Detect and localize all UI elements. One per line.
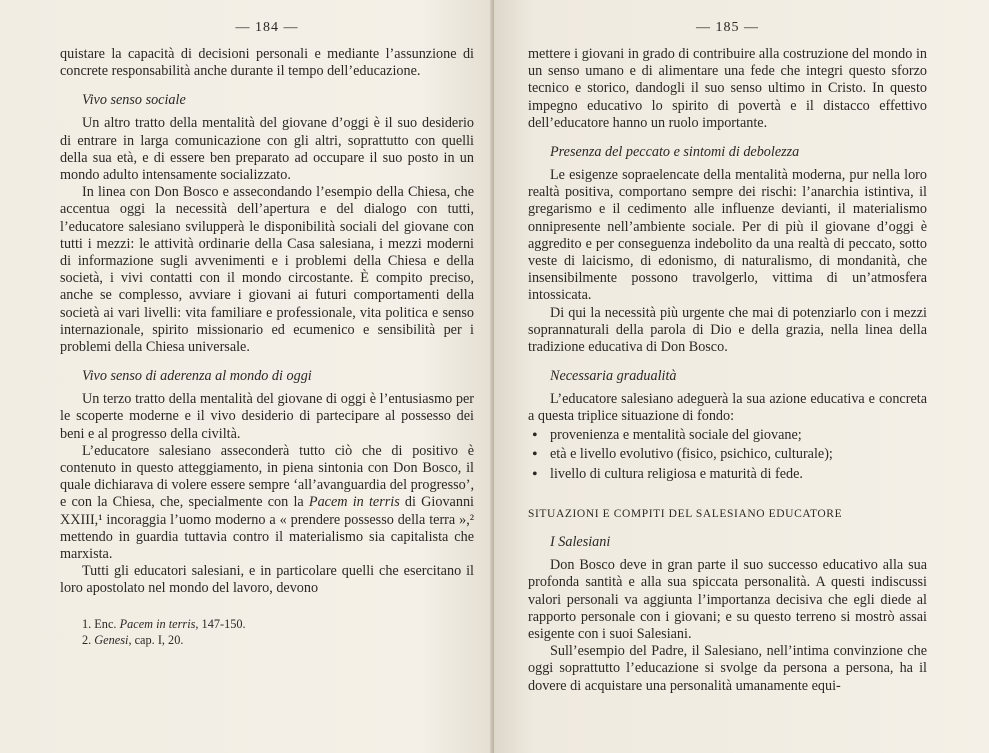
- chapter-heading: SITUAZIONI E COMPITI DEL SALESIANO EDUCATORE: [528, 508, 843, 521]
- page-number: — 185 —: [696, 20, 759, 35]
- footnote-text: , cap. I, 20.: [128, 632, 184, 647]
- paragraph: Un altro tratto della mentalità del giovane d’oggi è il suo desiderio di entrare in larga comunicazione con gli altri, soprattutto con quelli della sua età, e di essere ben preparato ad occupare il suo posto in un mondo adulto intensamente socializzato.: [60, 115, 474, 184]
- paragraph: Un terzo tratto della mentalità del giovane di oggi è l’entusiasmo per le scoperte moderne e il vivo desiderio di partecipare al possesso dei beni e al progresso della civiltà.: [60, 391, 474, 442]
- right-page: [494, 0, 989, 753]
- work-title: Pacem in terris: [308, 494, 400, 511]
- footnote-text: 1. Enc.: [82, 616, 120, 631]
- footnotes: [60, 616, 474, 648]
- section-heading: Presenza del peccato e sintomi di debolezza: [550, 144, 800, 161]
- paragraph: L’educatore salesiano adeguerà la sua azione educativa e concreta a questa triplice situazione di fondo:: [528, 391, 927, 425]
- section-heading: Vivo senso di aderenza al mondo di oggi: [82, 368, 312, 385]
- bullet-list: [528, 426, 927, 485]
- paragraph: In linea con Don Bosco e assecondando l’esempio della Chiesa, che accentua oggi la necessità dell’apertura e del dialogo con tutti, l’educatore salesiano svilupperà le disponibilità sociali del giovane con tutti i mezzi: le attività ordinarie della Casa salesiana, i mezzi moderni di informazione sugli avvenimenti e i problemi della Chiesa e della società, i vivi contatti con il mondo circostante. È compito preciso, anche se complesso, avviare i giovani ai futuri comportamenti della società ai vari livelli: vita familiare e professionale, vita politica e senso internazionale, spirito missionario ed ecumenico e sensibilità per i problemi della Chiesa universale.: [60, 184, 474, 356]
- footnote-title: Genesi: [94, 632, 129, 647]
- paragraph-text: L’educatore salesiano asseconderà tutto ciò che di positivo è contenuto in questo atteggiamento, in piena sintonia con Don Bosco, il quale dichiarava di volere essere sempre ‘all’avanguardia del progresso’, e con la Chiesa, che, specialmente con la: [60, 442, 475, 511]
- paragraph: Le esigenze sopraelencate della mentalità moderna, pur nella loro realtà positiva, comportano sempre dei rischi: l’anarchia istintiva, il gregarismo e il cedimento alle influenze devianti, il materialismo onnipresente nell’ambiente sociale. Per di più il giovane d’oggi è aggredito e per conseguenza indebolito da una realtà di peccato, sotto veste di laicismo, di edonismo, di naturalismo, di mondanità, che insensibilmente possono travolgerlo, vittima di un’atmosfera intossicata.: [528, 167, 927, 304]
- section-heading: Vivo senso sociale: [82, 92, 186, 109]
- section-heading: Necessaria gradualità: [550, 368, 677, 385]
- footnote: [82, 632, 474, 648]
- footnote-text: , 147-150.: [195, 616, 246, 631]
- page-number: — 184 —: [235, 20, 299, 35]
- section-heading: I Salesiani: [550, 534, 611, 551]
- paragraph: Tutti gli educatori salesiani, e in particolare quelli che esercitano il loro apostolato nel mondo del lavoro, devono: [60, 563, 474, 597]
- paragraph: mettere i giovani in grado di contribuire alla costruzione del mondo in un senso umano e di alimentare una fede che integri questo sforzo tecnico e storico, dandogli il suo senso ultimo in Cristo. In questo impegno educativo lo spirito di povertà e il distacco effettivo dell’educatore hanno un ruolo importante.: [528, 46, 927, 131]
- list-item: • livello di cultura religiosa e maturità di fede.: [528, 465, 927, 485]
- paragraph: Sull’esempio del Padre, il Salesiano, nell’intima convinzione che oggi soprattutto l’educazione si svolge da persona a persona, ha il dovere di acquistare una personalità umanamente equi-: [528, 643, 927, 694]
- footnote: [82, 616, 474, 632]
- left-page: [0, 0, 494, 753]
- list-item: • età e livello evolutivo (fisico, psichico, culturale);: [528, 445, 927, 465]
- paragraph: Di qui la necessità più urgente che mai di potenziarlo con i mezzi soprannaturali della parola di Dio e della grazia, nella linea della tradizione educativa di Don Bosco.: [528, 304, 927, 356]
- footnote-text: 2.: [82, 632, 95, 647]
- paragraph: [60, 443, 474, 563]
- paragraph-text: di Giovanni XXIII,¹ incoraggia l’uomo moderno a « prendere possesso della terra »,² mettendo in guardia tuttavia contro il materialismo sia capitalista che marxista.: [60, 494, 474, 563]
- list-item: • provenienza e mentalità sociale del giovane;: [528, 426, 927, 446]
- footnote-title: Pacem in terris: [119, 616, 196, 631]
- paragraph: Don Bosco deve in gran parte il suo successo educativo alla sua profonda santità e alla sua spiccata personalità. A questi indiscussi valori personali va aggiunta l’importanza decisiva che egli diede al rapporto personale con i giovani; e su questo terreno si mostrò assai esigente con i suoi Salesiani.: [528, 557, 927, 642]
- paragraph: quistare la capacità di decisioni personali e mediante l’assunzione di concrete responsabilità anche durante il tempo dell’educazione.: [60, 46, 474, 80]
